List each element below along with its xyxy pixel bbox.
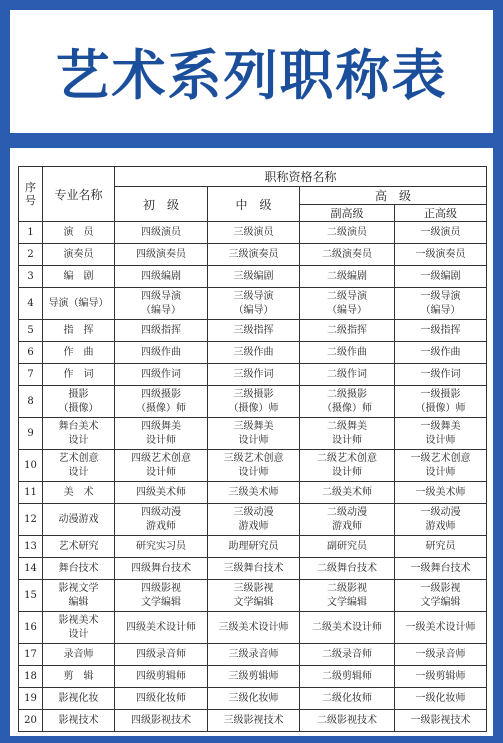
row-number: 15 — [19, 580, 43, 612]
cell-line: 设计师 — [238, 466, 269, 478]
row-number: 4 — [19, 288, 43, 320]
full-senior-title: 一级美术设计师 — [395, 612, 487, 644]
junior-title: 四级影视技术 — [115, 710, 208, 732]
cell-line: 设计师 — [332, 466, 362, 478]
vice-senior-title: 二级影视技术 — [300, 710, 395, 732]
cell-line: 游戏师 — [332, 520, 362, 532]
table-row — [19, 536, 487, 558]
cell-line: 一级舞美 — [420, 420, 461, 432]
full-senior-title — [395, 450, 487, 482]
row-number: 10 — [19, 450, 43, 482]
major-name: 编 剧 — [43, 266, 115, 288]
major-name: 作 曲 — [43, 342, 115, 364]
header-qualification: 职称资格名称 — [115, 167, 487, 187]
full-senior-title: 一级作词 — [395, 364, 487, 386]
table-row — [19, 688, 487, 710]
intermediate-title: 三级美术师 — [208, 482, 300, 504]
junior-title: 四级化妆师 — [115, 688, 208, 710]
cell-line: 设计师 — [425, 466, 456, 478]
major-name: 指 挥 — [43, 320, 115, 342]
cell-line: 一级艺术创意 — [410, 452, 471, 464]
cell-line: 四级摄影 — [141, 388, 181, 400]
cell-line: 设计师 — [238, 434, 269, 446]
cell-line: 一级导演 — [420, 290, 461, 302]
header-vice-senior: 副高级 — [300, 205, 395, 222]
table-card — [10, 148, 493, 736]
major-name: 导演（编导） — [43, 288, 115, 320]
full-senior-title: 研究员 — [395, 536, 487, 558]
vice-senior-title — [300, 288, 395, 320]
cell-line: （摄像）师 — [228, 402, 279, 414]
cell-line: 文学编辑 — [420, 596, 461, 608]
cell-line: 一级动漫 — [420, 506, 461, 518]
junior-title: 四级演员 — [115, 222, 208, 244]
major-name — [43, 612, 115, 644]
cell-line: 一级影视 — [420, 582, 461, 594]
cell-line: 设计 — [68, 434, 89, 446]
table-row — [19, 342, 487, 364]
intermediate-title — [208, 450, 300, 482]
junior-title: 四级编剧 — [115, 266, 208, 288]
vice-senior-title: 二级舞台技术 — [300, 558, 395, 580]
full-senior-title: 一级演奏员 — [395, 244, 487, 266]
full-senior-title — [395, 288, 487, 320]
cell-line: 四级艺术创意 — [131, 452, 191, 464]
full-senior-title: 一级编剧 — [395, 266, 487, 288]
junior-title — [115, 504, 208, 536]
major-name: 影视技术 — [43, 710, 115, 732]
intermediate-title — [208, 288, 300, 320]
major-name — [43, 386, 115, 418]
row-number: 6 — [19, 342, 43, 364]
junior-title: 四级舞台技术 — [115, 558, 208, 580]
cell-line: （摄像） — [58, 402, 99, 414]
table-row — [19, 244, 487, 266]
junior-title — [115, 418, 208, 450]
cell-line: 设计师 — [425, 434, 456, 446]
vice-senior-title — [300, 418, 395, 450]
cell-line: 影视文学 — [58, 582, 99, 594]
junior-title — [115, 386, 208, 418]
vice-senior-title: 二级指挥 — [300, 320, 395, 342]
cell-line: 三级导演 — [233, 290, 274, 302]
intermediate-title — [208, 418, 300, 450]
header-major: 专业名称 — [43, 167, 115, 222]
vice-senior-title — [300, 386, 395, 418]
junior-title: 四级美术师 — [115, 482, 208, 504]
major-name: 录音师 — [43, 644, 115, 666]
header-full-senior: 正高级 — [395, 205, 487, 222]
cell-line: 一级摄影 — [420, 388, 461, 400]
junior-title: 四级指挥 — [115, 320, 208, 342]
cell-line: （编导） — [141, 304, 181, 316]
table-row — [19, 482, 487, 504]
major-name — [43, 450, 115, 482]
table-row — [19, 266, 487, 288]
vice-senior-title: 二级剪辑师 — [300, 666, 395, 688]
table-row — [19, 418, 487, 450]
row-number: 16 — [19, 612, 43, 644]
full-senior-title: 一级美术师 — [395, 482, 487, 504]
cell-line: 二级动漫 — [327, 506, 367, 518]
cell-line: 四级动漫 — [141, 506, 181, 518]
cell-line: 设计 — [68, 628, 89, 640]
major-name: 作 词 — [43, 364, 115, 386]
intermediate-title — [208, 386, 300, 418]
row-number: 20 — [19, 710, 43, 732]
cell-line: （编导） — [420, 304, 461, 316]
table-row — [19, 710, 487, 732]
major-name: 动漫游戏 — [43, 504, 115, 536]
row-number: 5 — [19, 320, 43, 342]
cell-line: 三级摄影 — [233, 388, 274, 400]
cell-line: 摄影 — [68, 388, 89, 400]
row-number: 11 — [19, 482, 43, 504]
full-senior-title — [395, 580, 487, 612]
cell-line: 文学编辑 — [233, 596, 274, 608]
table-row — [19, 288, 487, 320]
intermediate-title: 三级影视技术 — [208, 710, 300, 732]
row-number: 18 — [19, 666, 43, 688]
vice-senior-title: 二级演员 — [300, 222, 395, 244]
intermediate-title: 三级指挥 — [208, 320, 300, 342]
cell-line: 四级舞美 — [141, 420, 181, 432]
intermediate-title — [208, 504, 300, 536]
vice-senior-title: 二级录音师 — [300, 644, 395, 666]
vice-senior-title — [300, 450, 395, 482]
cell-line: 影视美术 — [58, 614, 99, 626]
full-senior-title: 一级演员 — [395, 222, 487, 244]
cell-line: 艺术创意 — [58, 452, 99, 464]
full-senior-title: 一级舞台技术 — [395, 558, 487, 580]
row-number: 12 — [19, 504, 43, 536]
title-banner — [10, 10, 493, 133]
table-body — [19, 222, 487, 732]
table-row — [19, 320, 487, 342]
page-title: 艺术系列职称表 — [55, 44, 448, 107]
full-senior-title: 一级录音师 — [395, 644, 487, 666]
cell-line: 游戏师 — [238, 520, 269, 532]
cell-line: 四级导演 — [141, 290, 181, 302]
junior-title — [115, 450, 208, 482]
cell-line: 文学编辑 — [327, 596, 367, 608]
junior-title: 四级作词 — [115, 364, 208, 386]
junior-title — [115, 580, 208, 612]
cell-line: 四级影视 — [141, 582, 181, 594]
major-name: 艺术研究 — [43, 536, 115, 558]
vice-senior-title: 二级作曲 — [300, 342, 395, 364]
vice-senior-title — [300, 504, 395, 536]
header-senior: 高 级 — [300, 187, 487, 205]
cell-line: （编导） — [327, 304, 367, 316]
full-senior-title — [395, 504, 487, 536]
major-name: 演奏员 — [43, 244, 115, 266]
major-name: 美 术 — [43, 482, 115, 504]
full-senior-title: 一级剪辑师 — [395, 666, 487, 688]
row-number: 19 — [19, 688, 43, 710]
major-name — [43, 418, 115, 450]
intermediate-title: 三级舞台技术 — [208, 558, 300, 580]
header-seq: 序号 — [19, 167, 43, 222]
intermediate-title: 三级录音师 — [208, 644, 300, 666]
row-number: 3 — [19, 266, 43, 288]
vice-senior-title: 二级化妆师 — [300, 688, 395, 710]
major-name: 演 员 — [43, 222, 115, 244]
cell-line: 文学编辑 — [141, 596, 181, 608]
vice-senior-title: 二级演奏员 — [300, 244, 395, 266]
table-row — [19, 666, 487, 688]
cell-line: 游戏师 — [425, 520, 456, 532]
intermediate-title — [208, 580, 300, 612]
cell-line: 舞台美术 — [58, 420, 99, 432]
junior-title: 研究实习员 — [115, 536, 208, 558]
intermediate-title: 助理研究员 — [208, 536, 300, 558]
intermediate-title: 三级化妆师 — [208, 688, 300, 710]
header-junior: 初 级 — [115, 187, 208, 222]
row-number: 13 — [19, 536, 43, 558]
junior-title: 四级作曲 — [115, 342, 208, 364]
row-number: 1 — [19, 222, 43, 244]
table-row — [19, 580, 487, 612]
row-number: 9 — [19, 418, 43, 450]
major-name: 剪 辑 — [43, 666, 115, 688]
major-name: 舞台技术 — [43, 558, 115, 580]
major-name: 影视化妆 — [43, 688, 115, 710]
vice-senior-title: 二级编剧 — [300, 266, 395, 288]
full-senior-title: 一级影视技术 — [395, 710, 487, 732]
major-name — [43, 580, 115, 612]
vice-senior-title — [300, 580, 395, 612]
cell-line: 设计师 — [332, 434, 362, 446]
intermediate-title: 三级演奏员 — [208, 244, 300, 266]
cell-line: 二级艺术创意 — [317, 452, 377, 464]
cell-line: （编导） — [233, 304, 274, 316]
vice-senior-title: 副研究员 — [300, 536, 395, 558]
cell-line: 三级艺术创意 — [223, 452, 284, 464]
cell-line: 设计 — [68, 466, 89, 478]
row-number: 17 — [19, 644, 43, 666]
full-senior-title — [395, 386, 487, 418]
cell-line: 二级影视 — [327, 582, 367, 594]
cell-line: 三级动漫 — [233, 506, 274, 518]
vice-senior-title: 二级美术设计师 — [300, 612, 395, 644]
row-number: 8 — [19, 386, 43, 418]
full-senior-title: 一级指挥 — [395, 320, 487, 342]
intermediate-title: 三级剪辑师 — [208, 666, 300, 688]
cell-line: （摄像）师 — [322, 402, 372, 414]
table-row — [19, 450, 487, 482]
cell-line: 三级舞美 — [233, 420, 274, 432]
cell-line: 二级摄影 — [327, 388, 367, 400]
cell-line: 二级舞美 — [327, 420, 367, 432]
table-row — [19, 644, 487, 666]
intermediate-title: 三级演员 — [208, 222, 300, 244]
header-intermediate: 中 级 — [208, 187, 300, 222]
table-row — [19, 222, 487, 244]
cell-line: 二级导演 — [327, 290, 367, 302]
table-row — [19, 558, 487, 580]
full-senior-title: 一级作曲 — [395, 342, 487, 364]
intermediate-title: 三级作曲 — [208, 342, 300, 364]
full-senior-title — [395, 418, 487, 450]
table-row — [19, 504, 487, 536]
table-row — [19, 386, 487, 418]
vice-senior-title: 二级作词 — [300, 364, 395, 386]
cell-line: 三级影视 — [233, 582, 274, 594]
junior-title: 四级录音师 — [115, 644, 208, 666]
junior-title: 四级演奏员 — [115, 244, 208, 266]
row-number: 7 — [19, 364, 43, 386]
cell-line: 设计师 — [146, 466, 176, 478]
row-number: 14 — [19, 558, 43, 580]
row-number: 2 — [19, 244, 43, 266]
title-table — [18, 166, 487, 732]
full-senior-title: 一级化妆师 — [395, 688, 487, 710]
junior-title: 四级美术设计师 — [115, 612, 208, 644]
intermediate-title: 三级美术设计师 — [208, 612, 300, 644]
intermediate-title: 三级作词 — [208, 364, 300, 386]
cell-line: 编辑 — [68, 596, 89, 608]
cell-line: （摄像）师 — [136, 402, 186, 414]
table-row — [19, 364, 487, 386]
intermediate-title: 三级编剧 — [208, 266, 300, 288]
cell-line: 设计师 — [146, 434, 176, 446]
junior-title: 四级剪辑师 — [115, 666, 208, 688]
cell-line: 游戏师 — [146, 520, 176, 532]
vice-senior-title: 二级美术师 — [300, 482, 395, 504]
junior-title — [115, 288, 208, 320]
cell-line: （摄像）师 — [415, 402, 466, 414]
table-row — [19, 612, 487, 644]
